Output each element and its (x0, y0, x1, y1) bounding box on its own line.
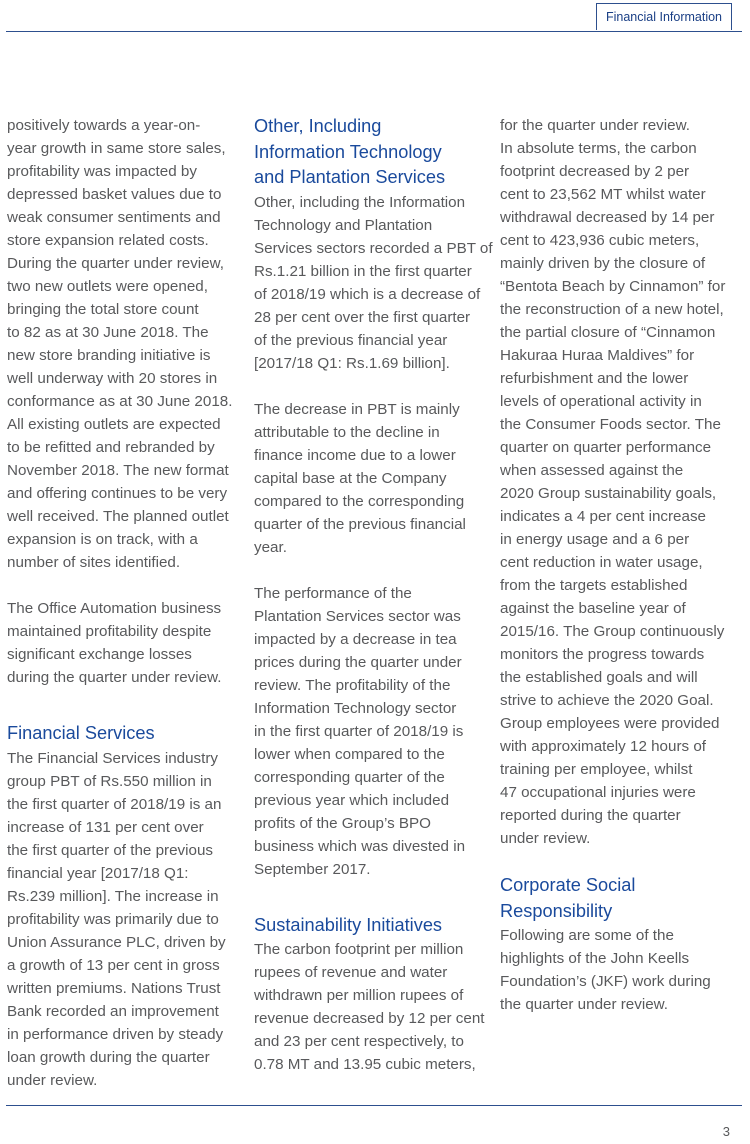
text-line: well received. The planned outlet (7, 508, 229, 525)
text-line: loan growth during the quarter (7, 1048, 210, 1066)
text-line: conformance as at 30 June 2018. (7, 393, 233, 410)
text-line: well underway with 20 stores in (7, 370, 218, 387)
text-line: the partial closure of “Cinnamon (500, 324, 716, 341)
text-line: The performance of the (254, 584, 412, 602)
text-line: All existing outlets are expected (7, 416, 221, 433)
text-line: cent to 23,562 MT whilst water (500, 186, 706, 203)
text-line: monitors the progress towards (500, 646, 705, 663)
text-line: finance income due to a lower (254, 446, 456, 464)
text-line: profitability was primarily due to (7, 910, 219, 928)
text-line: cent to 423,936 cubic meters, (500, 232, 700, 249)
text-line: Other, Including (254, 116, 382, 136)
text-line: capital base at the Company (254, 469, 447, 487)
text-line: 0.78 MT and 13.95 cubic meters, (254, 1056, 476, 1073)
spacer (7, 712, 241, 721)
text-line: and 23 per cent respectively, to (254, 1033, 464, 1050)
text-line: the first quarter of 2018/19 is an (7, 795, 222, 813)
text-line: strive to achieve the 2020 Goal. (500, 692, 714, 709)
text-line: training per employee, whilst (500, 761, 693, 778)
text-line: under review. (500, 830, 591, 847)
text-line: Corporate Social (500, 875, 636, 895)
text-line: levels of operational activity in (500, 393, 702, 410)
text-line: increase of 131 per cent over (7, 818, 204, 836)
text-line: the established goals and will (500, 669, 698, 686)
text-line: Rs.1.21 billion in the first quarter (254, 262, 472, 280)
text-line: revenue decreased by 12 per cent (254, 1010, 485, 1027)
paragraph-sustainability (254, 938, 492, 1076)
paragraph-other-intro (254, 191, 492, 375)
text-line: refurbishment and the lower (500, 370, 689, 387)
text-line: 2020 Group sustainability goals, (500, 485, 717, 502)
text-line: Information Technology sector (254, 699, 457, 717)
text-line: The carbon footprint per million (254, 941, 464, 958)
text-line: the first quarter of the previous (7, 841, 213, 859)
column-3 (500, 114, 740, 1039)
text-line: Rs.239 million]. The increase in (7, 887, 219, 905)
paragraph-retail-continued (7, 114, 241, 574)
text-line: to 82 as at 30 June 2018. The (7, 324, 209, 341)
text-line: Services sectors recorded a PBT of (254, 239, 493, 257)
page-number: 3 (722, 1124, 730, 1139)
text-line: for the quarter under review. (500, 117, 690, 134)
text-line: Other, including the Information (254, 193, 466, 211)
text-line: 28 per cent over the first quarter (254, 308, 471, 326)
heading-sustainability: Sustainability Initiatives (254, 914, 443, 935)
text-line: written premiums. Nations Trust (7, 979, 221, 997)
text-line: review. The profitability of the (254, 676, 451, 694)
text-line: [2017/18 Q1: Rs.1.69 billion]. (254, 354, 450, 372)
text-line: positively towards a year-on- (7, 117, 201, 134)
header-rule (6, 31, 742, 32)
text-line: impacted by a decrease in tea (254, 630, 457, 648)
text-line: the Consumer Foods sector. The (500, 416, 721, 433)
paragraph-financial-services (7, 747, 241, 1092)
paragraph-sustainability-continued (500, 114, 740, 850)
section-tag: Financial Information (596, 3, 732, 30)
text-line: group PBT of Rs.550 million in (7, 772, 212, 790)
footer-rule (6, 1105, 742, 1106)
text-line: Foundation’s (JKF) work during (500, 973, 711, 990)
text-line: depressed basket values due to (7, 186, 222, 203)
text-line: bringing the total store count (7, 301, 199, 318)
text-line: Plantation Services sector was (254, 607, 461, 625)
text-line: withdrawal decreased by 14 per (500, 209, 715, 226)
text-line: the quarter under review. (500, 996, 669, 1013)
text-line: During the quarter under review, (7, 255, 224, 272)
text-line: Union Assurance PLC, driven by (7, 933, 226, 951)
paragraph-csr (500, 924, 740, 1016)
text-line: business which was divested in (254, 837, 466, 855)
column-1 (7, 114, 241, 1115)
text-line: The Office Automation business (7, 600, 222, 617)
column-2 (254, 114, 492, 1099)
text-line: previous year which included (254, 791, 450, 809)
text-line: number of sites identified. (7, 554, 181, 571)
heading-financial-services: Financial Services (7, 723, 155, 743)
text-line: in energy usage and a 6 per (500, 531, 690, 548)
text-line: quarter on quarter performance (500, 439, 712, 456)
text-line: in performance driven by steady (7, 1025, 224, 1043)
text-line: In absolute terms, the carbon (500, 140, 697, 157)
text-line: Technology and Plantation (254, 216, 433, 234)
text-line: significant exchange losses (7, 646, 192, 663)
text-line: maintained profitability despite (7, 623, 212, 640)
text-line: highlights of the John Keells (500, 950, 690, 967)
text-line: 47 occupational injuries were (500, 784, 696, 801)
text-line: cent reduction in water usage, (500, 554, 703, 571)
text-line: quarter of the previous financial (254, 515, 466, 533)
text-line: profits of the Group’s BPO (254, 814, 431, 832)
text-line: withdrawn per million rupees of (254, 987, 464, 1004)
text-line: a growth of 13 per cent in gross (7, 956, 220, 974)
paragraph-other-performance (254, 582, 492, 881)
text-line: when assessed against the (500, 462, 684, 479)
text-line: against the baseline year of (500, 600, 686, 617)
text-line: indicates a 4 per cent increase (500, 508, 706, 525)
text-line: to be refitted and rebranded by (7, 439, 215, 456)
text-line: from the targets established (500, 577, 688, 594)
text-line: year. (254, 538, 287, 556)
text-line: Hakuraa Huraa Maldives” for (500, 347, 695, 364)
spacer (254, 904, 492, 913)
text-line: compared to the corresponding (254, 492, 465, 510)
text-line: rupees of revenue and water (254, 964, 448, 981)
text-line: November 2018. The new format (7, 462, 229, 479)
heading-other-it-plantation (254, 114, 492, 191)
text-line: September 2017. (254, 860, 371, 878)
text-line: under review. (7, 1071, 98, 1089)
text-line: “Bentota Beach by Cinnamon” for (500, 278, 726, 295)
text-line: store expansion related costs. (7, 232, 209, 249)
text-line: 2015/16. The Group continuously (500, 623, 725, 640)
text-line: year growth in same store sales, (7, 140, 226, 157)
text-line: and offering continues to be very (7, 485, 228, 502)
text-line: Following are some of the (500, 927, 674, 944)
text-line: footprint decreased by 2 per (500, 163, 690, 180)
text-line: in the first quarter of 2018/19 is (254, 722, 464, 740)
text-line: The Financial Services industry (7, 749, 219, 767)
text-line: Group employees were provided (500, 715, 720, 732)
text-line: attributable to the decline in (254, 423, 440, 441)
text-line: during the quarter under review. (7, 669, 222, 686)
text-line: reported during the quarter (500, 807, 681, 824)
text-line: profitability was impacted by (7, 163, 197, 180)
paragraph-office-automation (7, 597, 241, 689)
text-line: mainly driven by the closure of (500, 255, 706, 272)
text-line: corresponding quarter of the (254, 768, 445, 786)
text-line: new store branding initiative is (7, 347, 211, 364)
text-line: with approximately 12 hours of (500, 738, 706, 755)
text-line: of the previous financial year (254, 331, 448, 349)
text-line: Bank recorded an improvement (7, 1002, 219, 1020)
text-line: weak consumer sentiments and (7, 209, 221, 226)
text-line: The decrease in PBT is mainly (254, 400, 460, 418)
text-line: Information Technology (254, 141, 442, 162)
heading-csr (500, 873, 740, 924)
text-line: two new outlets were opened, (7, 278, 208, 295)
text-line: prices during the quarter under (254, 653, 462, 671)
text-line: financial year [2017/18 Q1: (7, 864, 189, 882)
text-line: lower when compared to the (254, 745, 445, 763)
text-line: the reconstruction of a new hotel, (500, 301, 724, 318)
text-line: of 2018/19 which is a decrease of (254, 285, 481, 303)
text-line: Responsibility (500, 900, 613, 921)
text-line: expansion is on track, with a (7, 531, 198, 548)
paragraph-other-decrease (254, 398, 492, 559)
text-line: and Plantation Services (254, 167, 446, 187)
